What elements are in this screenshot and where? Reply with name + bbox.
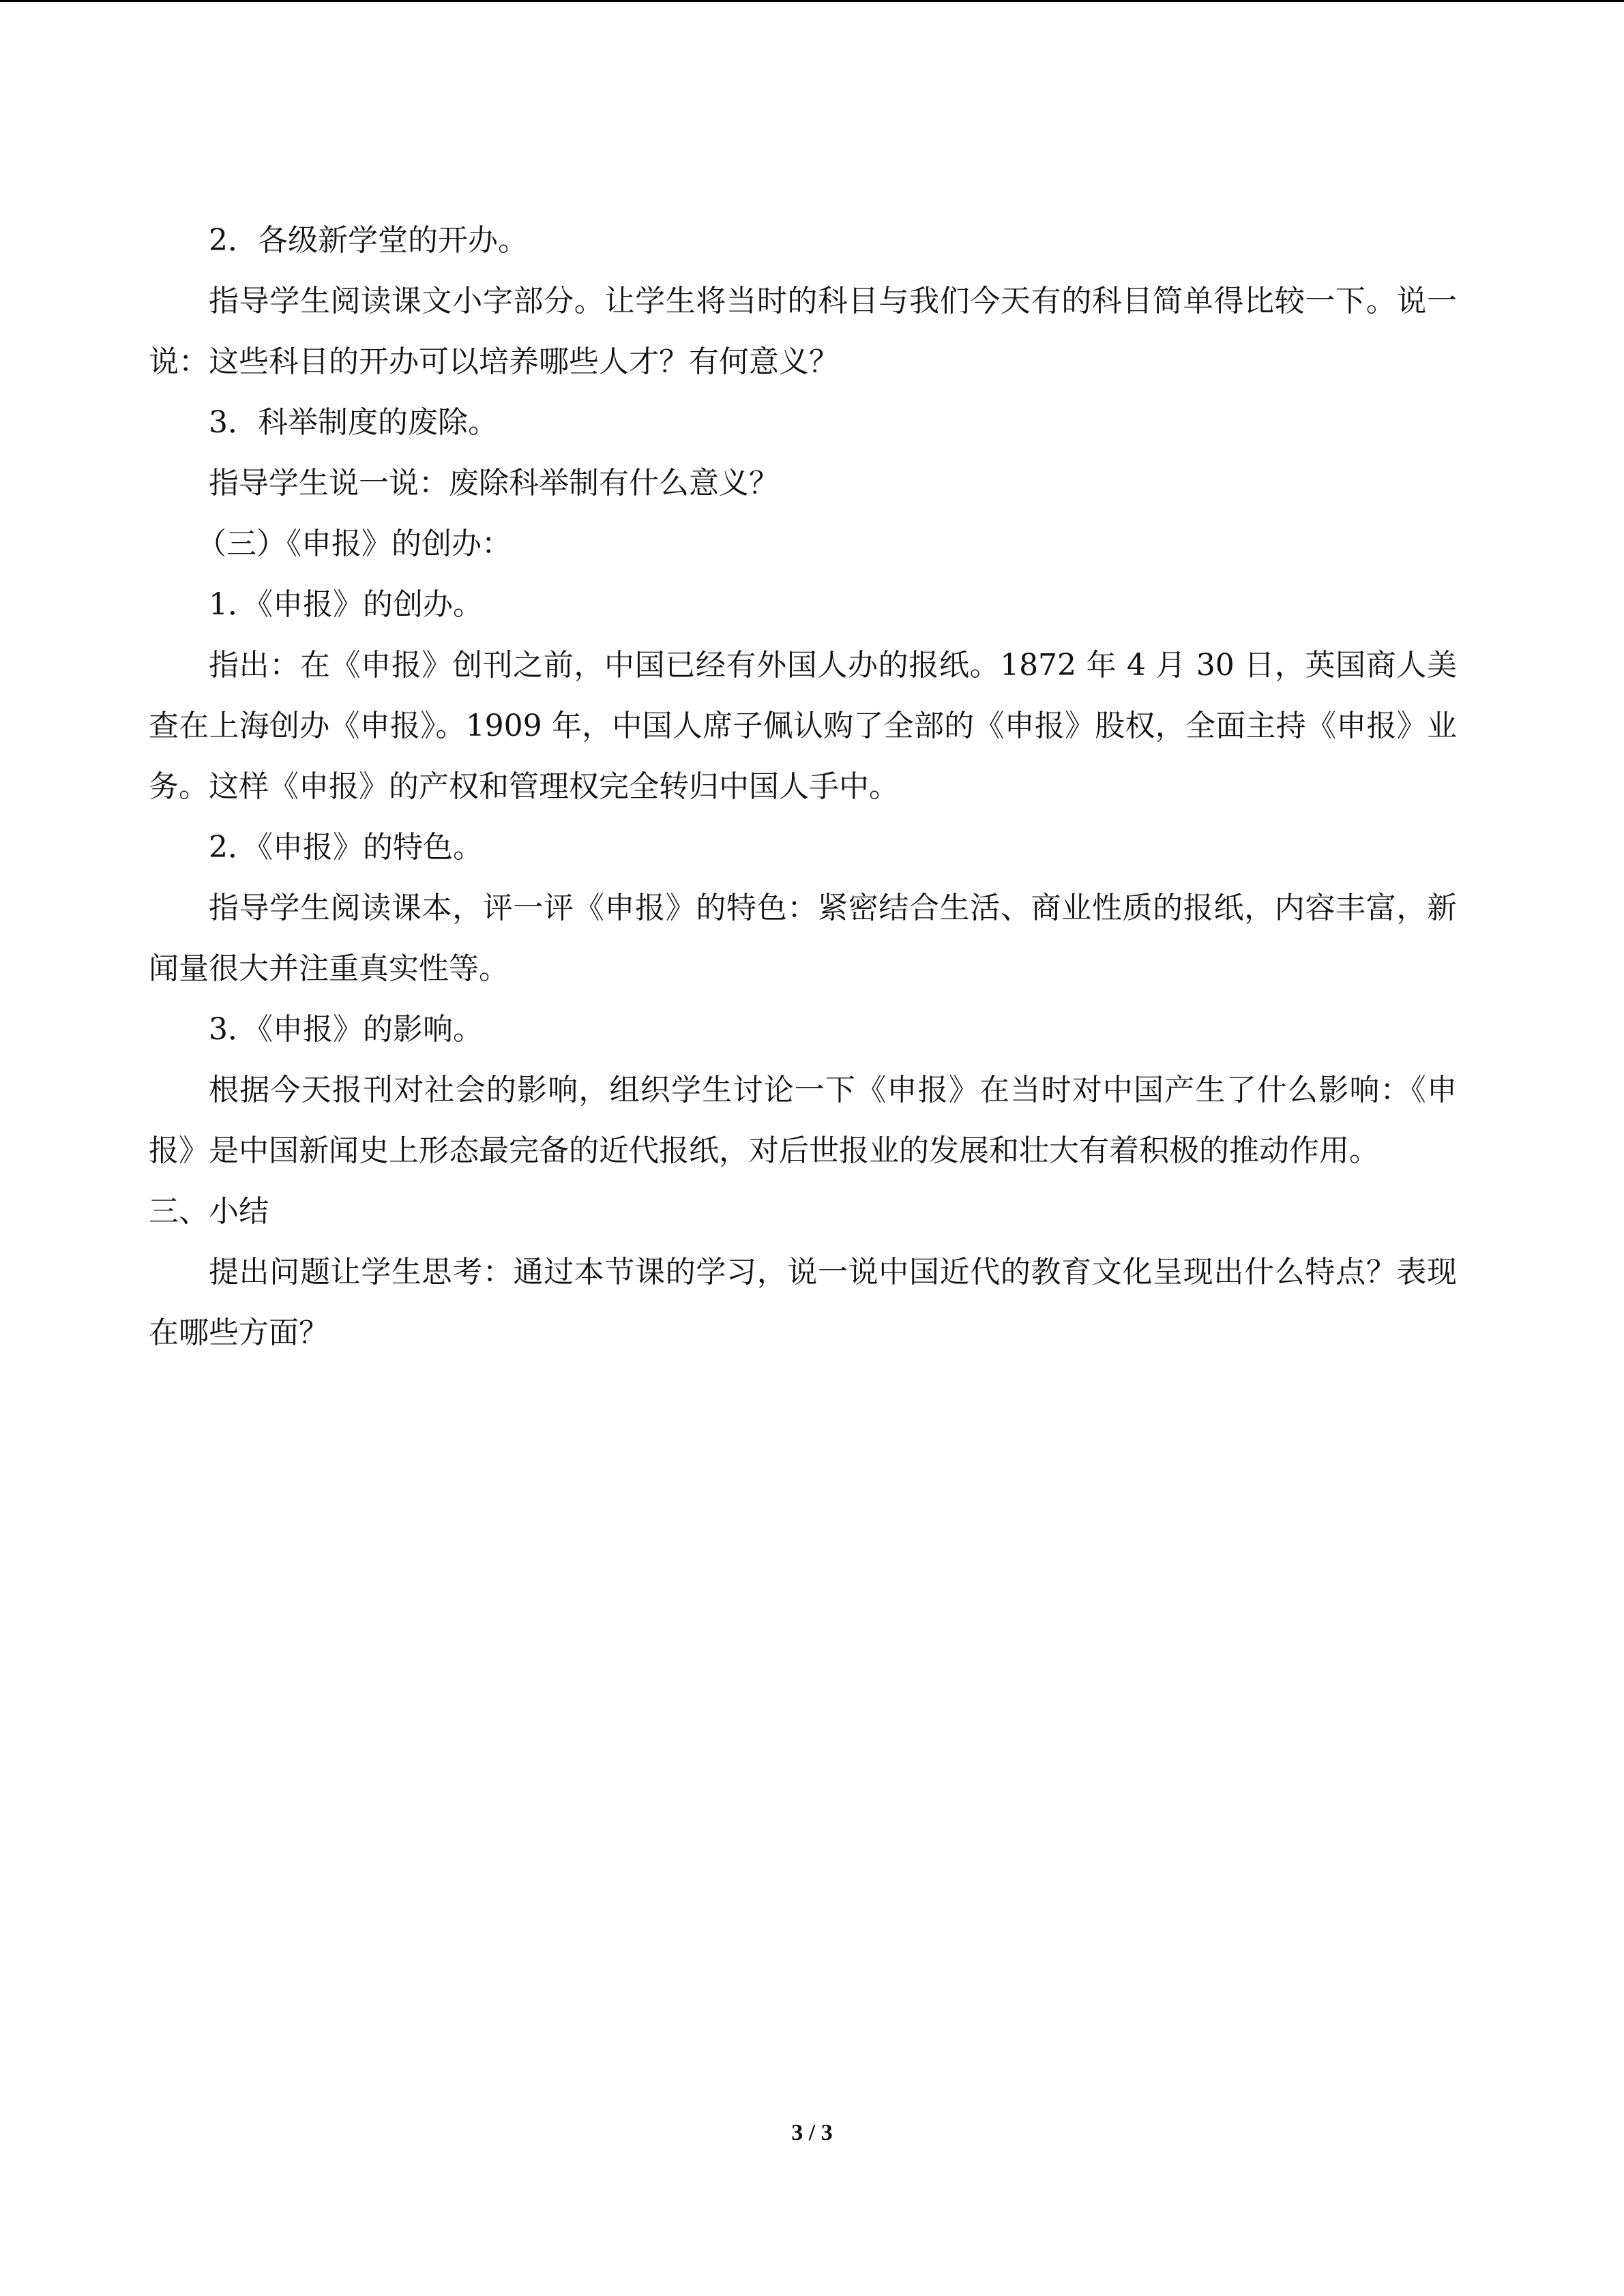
paragraph-shenbao-founding-text: 指出：在《申报》创刊之前，中国已经有外国人办的报纸。1872 年 4 月 30 日，英国商人美查在上海创办《申报》。1909 年，中国人席子佩认购了全部的《申报》股权，全面主持《申报》业务。这样《申报》的产权和管理权完全转归中国人手中。 [149, 648, 1457, 804]
section-heading-summary: 三、小结 [149, 1194, 269, 1229]
paragraph-shenbao-influence-heading: 3．《申报》的影响。 [209, 1012, 483, 1047]
paragraph-shenbao-founding-heading: 1．《申报》的创办。 [209, 587, 483, 622]
paragraph-shenbao-influence-text: 根据今天报刊对社会的影响，组织学生讨论一下《申报》在当时对中国产生了什么影响：《申报》是中国新闻史上形态最完备的近代报纸，对后世报业的发展和壮大有着积极的推动作用。 [149, 1073, 1457, 1168]
paragraph-new-schools-heading: 2．各级新学堂的开办。 [209, 223, 528, 258]
paragraph-exam-abolition-guidance: 指导学生说一说：废除科举制有什么意义？ [209, 466, 779, 501]
paragraph-exam-abolition-heading: 3．科举制度的废除。 [209, 405, 498, 440]
paragraph-shenbao-features-text: 指导学生阅读课本，评一评《申报》的特色：紧密结合生活、商业性质的报纸，内容丰富，新闻量很大并注重真实性等。 [149, 891, 1457, 986]
paragraph-summary-text: 提出问题让学生思考：通过本节课的学习，说一说中国近代的教育文化呈现出什么特点？表现在哪些方面？ [149, 1255, 1457, 1350]
section-heading-shenbao: （三）《申报》的创办： [196, 526, 512, 561]
page-number: 3 / 3 [791, 2120, 833, 2145]
paragraph-new-schools-guidance: 指导学生阅读课文小字部分。让学生将当时的科目与我们今天有的科目简单得比较一下。说一说：这些科目的开办可以培养哪些人才？有何意义？ [149, 284, 1457, 379]
document-body [149, 210, 1457, 1363]
paragraph-shenbao-features-heading: 2．《申报》的特色。 [209, 830, 483, 865]
